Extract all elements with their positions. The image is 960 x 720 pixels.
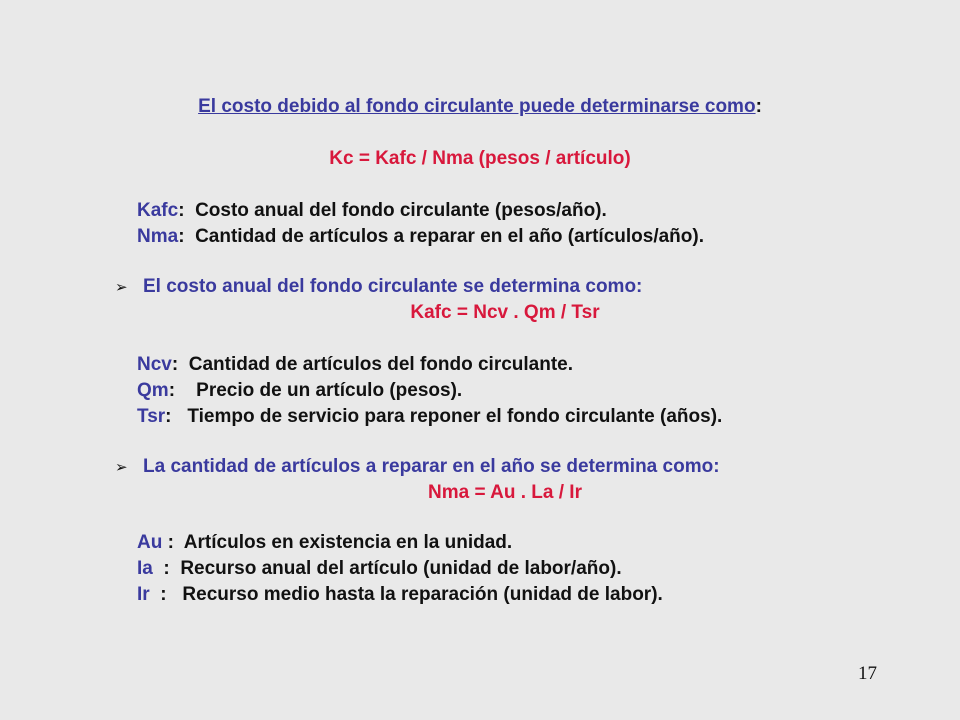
bullet-text: El costo anual del fondo circulante se determina como: bbox=[143, 276, 643, 297]
bullet-item-kafc bbox=[115, 276, 642, 299]
definition-ir bbox=[137, 584, 663, 606]
definition-ncv bbox=[137, 354, 573, 376]
formula-nma: Nma = Au . La / Ir bbox=[428, 482, 582, 503]
definition-nma bbox=[137, 226, 704, 248]
desc-ncv: Cantidad de artículos del fondo circulante. bbox=[188, 354, 574, 375]
separator: : bbox=[171, 354, 189, 375]
heading bbox=[0, 96, 960, 118]
term-qm: Qm bbox=[137, 380, 169, 401]
term-au: Au bbox=[137, 532, 163, 553]
bullet-text: La cantidad de artículos a reparar en el año se determina como: bbox=[143, 456, 720, 477]
definition-tsr bbox=[137, 406, 722, 428]
term-tsr: Tsr bbox=[137, 406, 166, 427]
formula-kc: Kc = Kafc / Nma (pesos / artículo) bbox=[329, 148, 631, 169]
separator: : bbox=[162, 532, 184, 553]
separator: : bbox=[168, 380, 197, 401]
separator: : bbox=[152, 558, 181, 579]
desc-ir: Recurso medio hasta la reparación (unidad de labor). bbox=[182, 584, 663, 605]
arrowhead-bullet-icon: ➢ bbox=[115, 459, 128, 476]
arrowhead-bullet-icon: ➢ bbox=[115, 279, 128, 296]
separator: : bbox=[178, 226, 196, 247]
definition-kafc bbox=[137, 200, 607, 222]
page-number: 17 bbox=[858, 663, 877, 684]
bullet-item-nma bbox=[115, 456, 720, 479]
term-nma: Nma bbox=[137, 226, 179, 247]
term-ir: Ir bbox=[137, 584, 150, 605]
definition-ia bbox=[137, 558, 622, 580]
desc-ia: Recurso anual del artículo (unidad de labor/año). bbox=[180, 558, 622, 579]
desc-tsr: Tiempo de servicio para reponer el fondo circulante (años). bbox=[187, 406, 723, 427]
formula-kafc: Kafc = Ncv . Qm / Tsr bbox=[410, 302, 600, 323]
separator: : bbox=[165, 406, 188, 427]
heading-text: El costo debido al fondo circulante puede determinarse como bbox=[198, 96, 756, 117]
desc-nma: Cantidad de artículos a reparar en el año (artículos/año). bbox=[195, 226, 704, 247]
term-ia: Ia bbox=[137, 558, 153, 579]
desc-au: Artículos en existencia en la unidad. bbox=[183, 532, 513, 553]
desc-kafc: Costo anual del fondo circulante (pesos/año). bbox=[195, 200, 607, 221]
heading-colon: : bbox=[755, 96, 762, 117]
separator: : bbox=[149, 584, 183, 605]
term-kafc: Kafc bbox=[137, 200, 179, 221]
desc-qm: Precio de un artículo (pesos). bbox=[196, 380, 463, 401]
separator: : bbox=[178, 200, 196, 221]
definition-au bbox=[137, 532, 512, 554]
term-ncv: Ncv bbox=[137, 354, 172, 375]
definition-qm bbox=[137, 380, 462, 402]
